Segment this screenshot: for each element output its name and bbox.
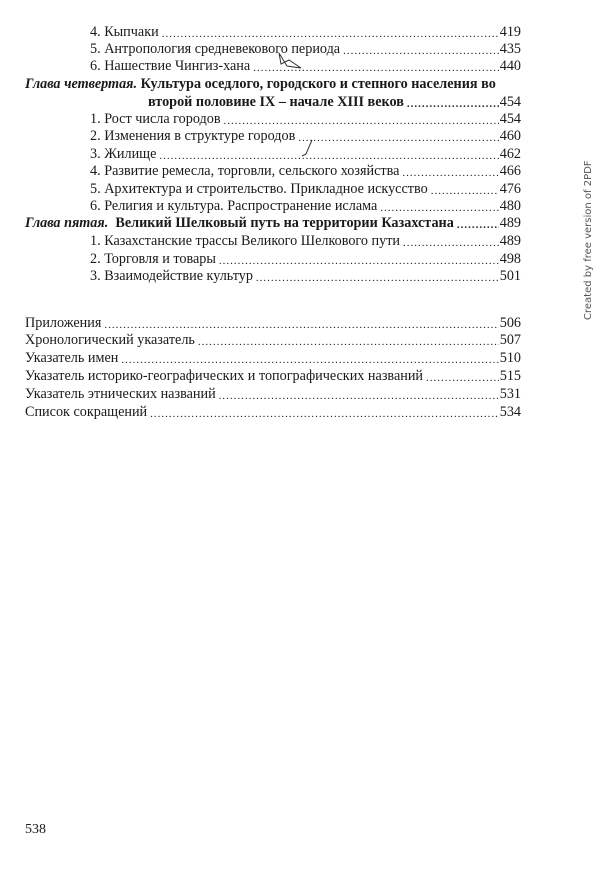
- toc-entry[interactable]: [90, 233, 521, 250]
- leader-dots: [104, 315, 498, 332]
- toc-entry-label: 4. Развитие ремесла, торговли, сельского хозяйства: [90, 163, 400, 179]
- chapter-4-title-line1: Культура оседлого, городского и степного населения во: [140, 76, 496, 92]
- pen-tick-mark: [300, 138, 314, 158]
- leader-dots: [380, 198, 498, 215]
- chapter-4-title-line2: второй половине IX – начале XIII веков: [148, 94, 404, 110]
- toc-entry-page: 480: [499, 198, 521, 214]
- toc-entry-label: 4. Кыпчаки: [90, 24, 159, 40]
- toc-entry-page: 515: [499, 368, 521, 384]
- toc-entry-appendix[interactable]: [25, 332, 521, 349]
- toc-entry-page: 462: [499, 146, 521, 162]
- leader-dots: [150, 404, 499, 421]
- toc-entry[interactable]: [90, 181, 521, 198]
- leader-dots: [224, 111, 499, 128]
- chapter-4-prefix: Глава четвертая.: [25, 76, 138, 92]
- toc-entry[interactable]: [90, 58, 521, 75]
- chapter-5-title: Великий Шелковый путь на территории Казахстана: [115, 215, 454, 231]
- chapter-5-heading[interactable]: [25, 215, 521, 232]
- toc-entry-label: 6. Нашествие Чингиз-хана: [90, 58, 251, 74]
- toc-entry-label: Указатель этнических названий: [25, 386, 216, 402]
- toc-entry-page: 506: [499, 315, 521, 331]
- toc-entry[interactable]: [90, 163, 521, 180]
- leader-dots: [198, 332, 499, 349]
- watermark-text: Created by free version of 2PDF: [583, 160, 594, 320]
- toc-entry[interactable]: [90, 111, 521, 128]
- toc-entry-label: Указатель историко-географических и топографических названий: [25, 368, 424, 384]
- chapter-4-heading[interactable]: [25, 76, 496, 93]
- toc-entry[interactable]: [90, 268, 521, 285]
- chapter-5-page: 489: [499, 215, 521, 231]
- leader-dots: [402, 163, 498, 180]
- leader-dots: [457, 215, 499, 232]
- toc-entry-page: 476: [499, 181, 521, 197]
- toc-entry-page: 531: [499, 386, 521, 402]
- toc-entry-label: 2. Изменения в структуре городов: [90, 128, 296, 144]
- toc-entry[interactable]: [90, 198, 521, 215]
- toc-entry-appendix[interactable]: [25, 386, 521, 403]
- toc-entry-appendix[interactable]: [25, 368, 521, 385]
- toc-entry-page: 510: [499, 350, 521, 366]
- toc-entry-label: 5. Архитектура и строительство. Прикладное искусство: [90, 181, 428, 197]
- toc-entry[interactable]: [90, 41, 521, 58]
- leader-dots: [426, 368, 499, 385]
- toc-entry-label: Хронологический указатель: [25, 332, 195, 348]
- leader-dots: [121, 350, 498, 367]
- toc-entry-label: Указатель имен: [25, 350, 119, 366]
- leader-dots: [162, 24, 499, 41]
- leader-dots: [343, 41, 499, 58]
- toc-entry-appendix[interactable]: [25, 315, 521, 332]
- toc-entry-label: 5. Антропология средневекового периода: [90, 41, 341, 57]
- toc-entry-page: 498: [499, 251, 521, 267]
- toc-entry[interactable]: [90, 251, 521, 268]
- toc-entry-page: 419: [499, 24, 521, 40]
- toc-entry-label: Список сокращений: [25, 404, 148, 420]
- pen-scribble-mark: [275, 50, 305, 72]
- chapter-4-page: 454: [499, 94, 521, 110]
- toc-entry-page: 460: [499, 128, 521, 144]
- page-number: 538: [25, 822, 46, 837]
- toc-entry-page: 489: [499, 233, 521, 249]
- toc-entry-page: 435: [499, 41, 521, 57]
- toc-entry-label: 6. Религия и культура. Распространение ислама: [90, 198, 378, 214]
- toc-entry-page: 466: [499, 163, 521, 179]
- toc-entry-label: 2. Торговля и товары: [90, 251, 216, 267]
- toc-entry-page: 501: [499, 268, 521, 284]
- toc-entry-label: 1. Рост числа городов: [90, 111, 221, 127]
- toc-entry-label: 1. Казахстанские трассы Великого Шелкового пути: [90, 233, 401, 249]
- toc-entry[interactable]: [90, 24, 521, 41]
- leader-dots: [219, 386, 499, 403]
- toc-entry-label: 3. Жилище: [90, 146, 157, 162]
- toc-entry-appendix[interactable]: [25, 404, 521, 421]
- chapter-5-prefix: Глава пятая.: [25, 215, 109, 231]
- toc-entry-page: 534: [499, 404, 521, 420]
- toc-entry-label: 3. Взаимодействие культур: [90, 268, 253, 284]
- leader-dots: [159, 146, 498, 163]
- toc-entry-page: 454: [499, 111, 521, 127]
- leader-dots: [407, 94, 499, 111]
- toc-entry-page: 507: [499, 332, 521, 348]
- chapter-4-heading-line2[interactable]: [148, 94, 521, 111]
- toc-entry-appendix[interactable]: [25, 350, 521, 367]
- toc-entry-label: Приложения: [25, 315, 102, 331]
- leader-dots: [431, 181, 499, 198]
- leader-dots: [256, 268, 499, 285]
- leader-dots: [219, 251, 499, 268]
- leader-dots: [298, 128, 498, 145]
- leader-dots: [403, 233, 499, 250]
- toc-entry-page: 440: [499, 58, 521, 74]
